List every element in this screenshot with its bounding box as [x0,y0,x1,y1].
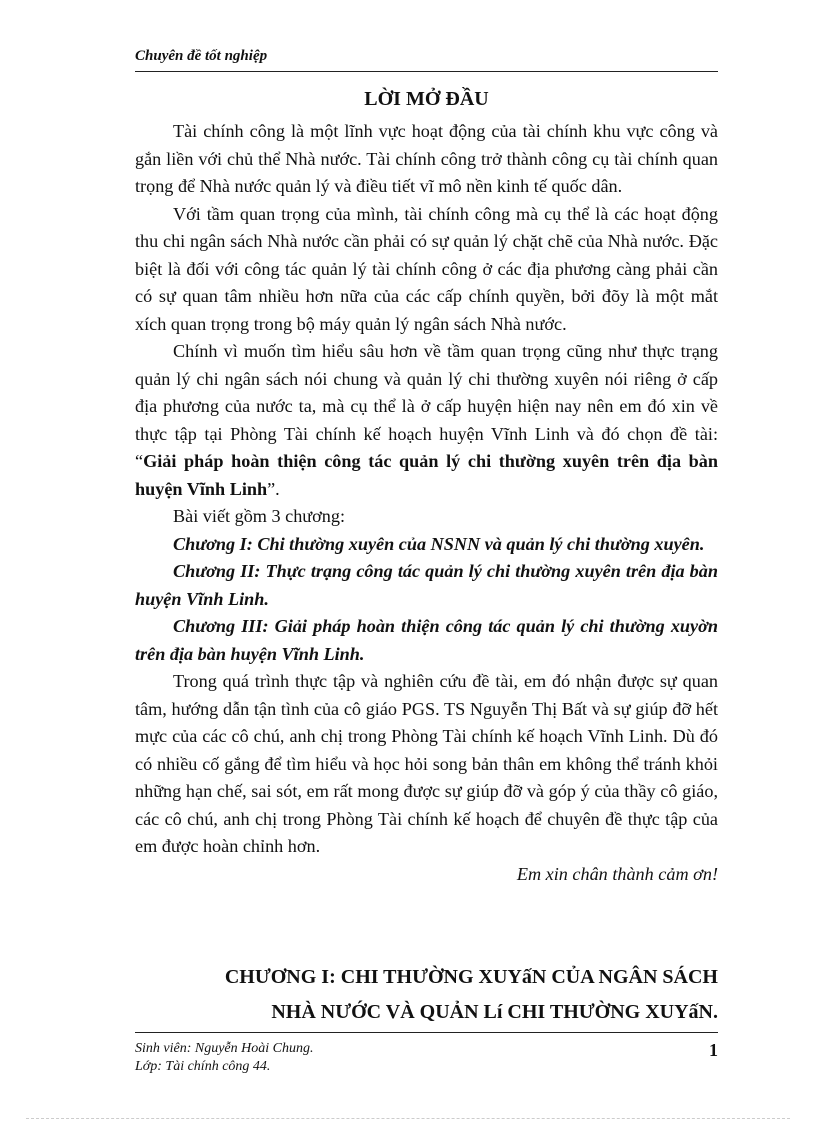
outline-chapter-1: Chương I: Chi thường xuyên của NSNN và quản lý chi thường xuyên. [173,533,705,554]
topic-title: Giải pháp hoàn thiện công tác quản lý chi thường xuyên trên địa bàn huyện Vĩnh Linh [135,451,718,499]
outline-chapter-3: Chương III: Giải pháp hoàn thiện công tác quản lý chi thường xuyờn trên địa bàn huyện Vĩnh Linh. [135,616,718,664]
paragraph-acknowledgement: Trong quá trình thực tập và nghiên cứu đề tài, em đó nhận được sự quan tâm, hướng dẫn tận tình của cô giáo PGS. TS Nguyễn Thị Bất và sự giúp đỡ hết mực của các cô chú, anh chị trong Phòng Tài chính kế hoạch Vĩnh Linh. Dù đó có nhiều cố gắng để tìm hiểu và học hỏi song bản thân em không thể tránh khỏi những hạn chế, sai sót, em rất mong được sự giúp đỡ và góp ý của thầy cô giáo, các cô chú, anh chị trong Phòng Tài chính kế hoạch để chuyên đề thực tập của em được hoàn chỉnh hơn. [135,671,718,856]
paragraph-topic [135,338,718,503]
thanks-line: Em xin chân thành cảm ơn! [516,863,718,884]
header-divider [135,71,718,72]
chapter-heading [135,960,718,1030]
topic-close-text: ”. [267,478,280,499]
chapter-heading-line-1: CHƯƠNG I: CHI THƯỜNG XUYấN CỦA NGÂN SÁCH [224,966,718,988]
page-boundary [26,1118,790,1119]
outline-chapter-2: Chương II: Thực trạng công tác quản lý chi thường xuyên trên địa bàn huyện Vĩnh Linh. [135,561,718,609]
footer-divider [135,1032,718,1033]
body-text [135,118,718,888]
paragraph-outline: Bài viết gồm 3 chương: [173,506,346,526]
topic-lead-text: Chính vì muốn tìm hiểu sâu hơn về tầm quan trọng cũng như thực trạng quản lý chi ngân sách nói chung và quản lý chi thường xuyên nói riêng ở cấp địa phương của nước ta, mà cụ thể là ở cấp huyện hiện nay nên em đó xin về thực tập tại Phòng Tài chính kế hoạch huyện Vĩnh Linh và đó chọn đề tài: “ [135,341,718,471]
paragraph-intro: Tài chính công là một lĩnh vực hoạt động của tài chính khu vực công và gắn liền với chủ thể Nhà nước. Tài chính công trở thành công cụ tài chính quan trọng để Nhà nước quản lý và điều tiết vĩ mô nền kinh tế quốc dân. [135,121,718,196]
page-number: 1 [709,1040,718,1060]
page-title: LỜI MỞ ĐẦU [364,88,489,110]
footer-info [135,1040,313,1076]
footer-student: Sinh viên: Nguyễn Hoài Chung. [135,1041,314,1056]
footer-class: Lớp: Tài chính công 44. [135,1059,271,1074]
paragraph-importance: Với tầm quan trọng của mình, tài chính công mà cụ thể là các hoạt động thu chi ngân sách Nhà nước cần phải có sự quản lý chặt chẽ của Nhà nước. Đặc biệt là đối với công tác quản lý tài chính công ở các địa phương càng phải cần có sự quan tâm nhiều hơn nữa của các cấp chính quyền, bởi đõy là một mắt xích quan trọng trong bộ máy quản lý ngân sách Nhà nước. [135,203,718,334]
running-header: Chuyên đề tốt nghiệp [135,48,268,64]
chapter-heading-line-2: NHÀ NƯỚC VÀ QUẢN Lí CHI THƯỜNG XUYấN. [271,1001,718,1023]
